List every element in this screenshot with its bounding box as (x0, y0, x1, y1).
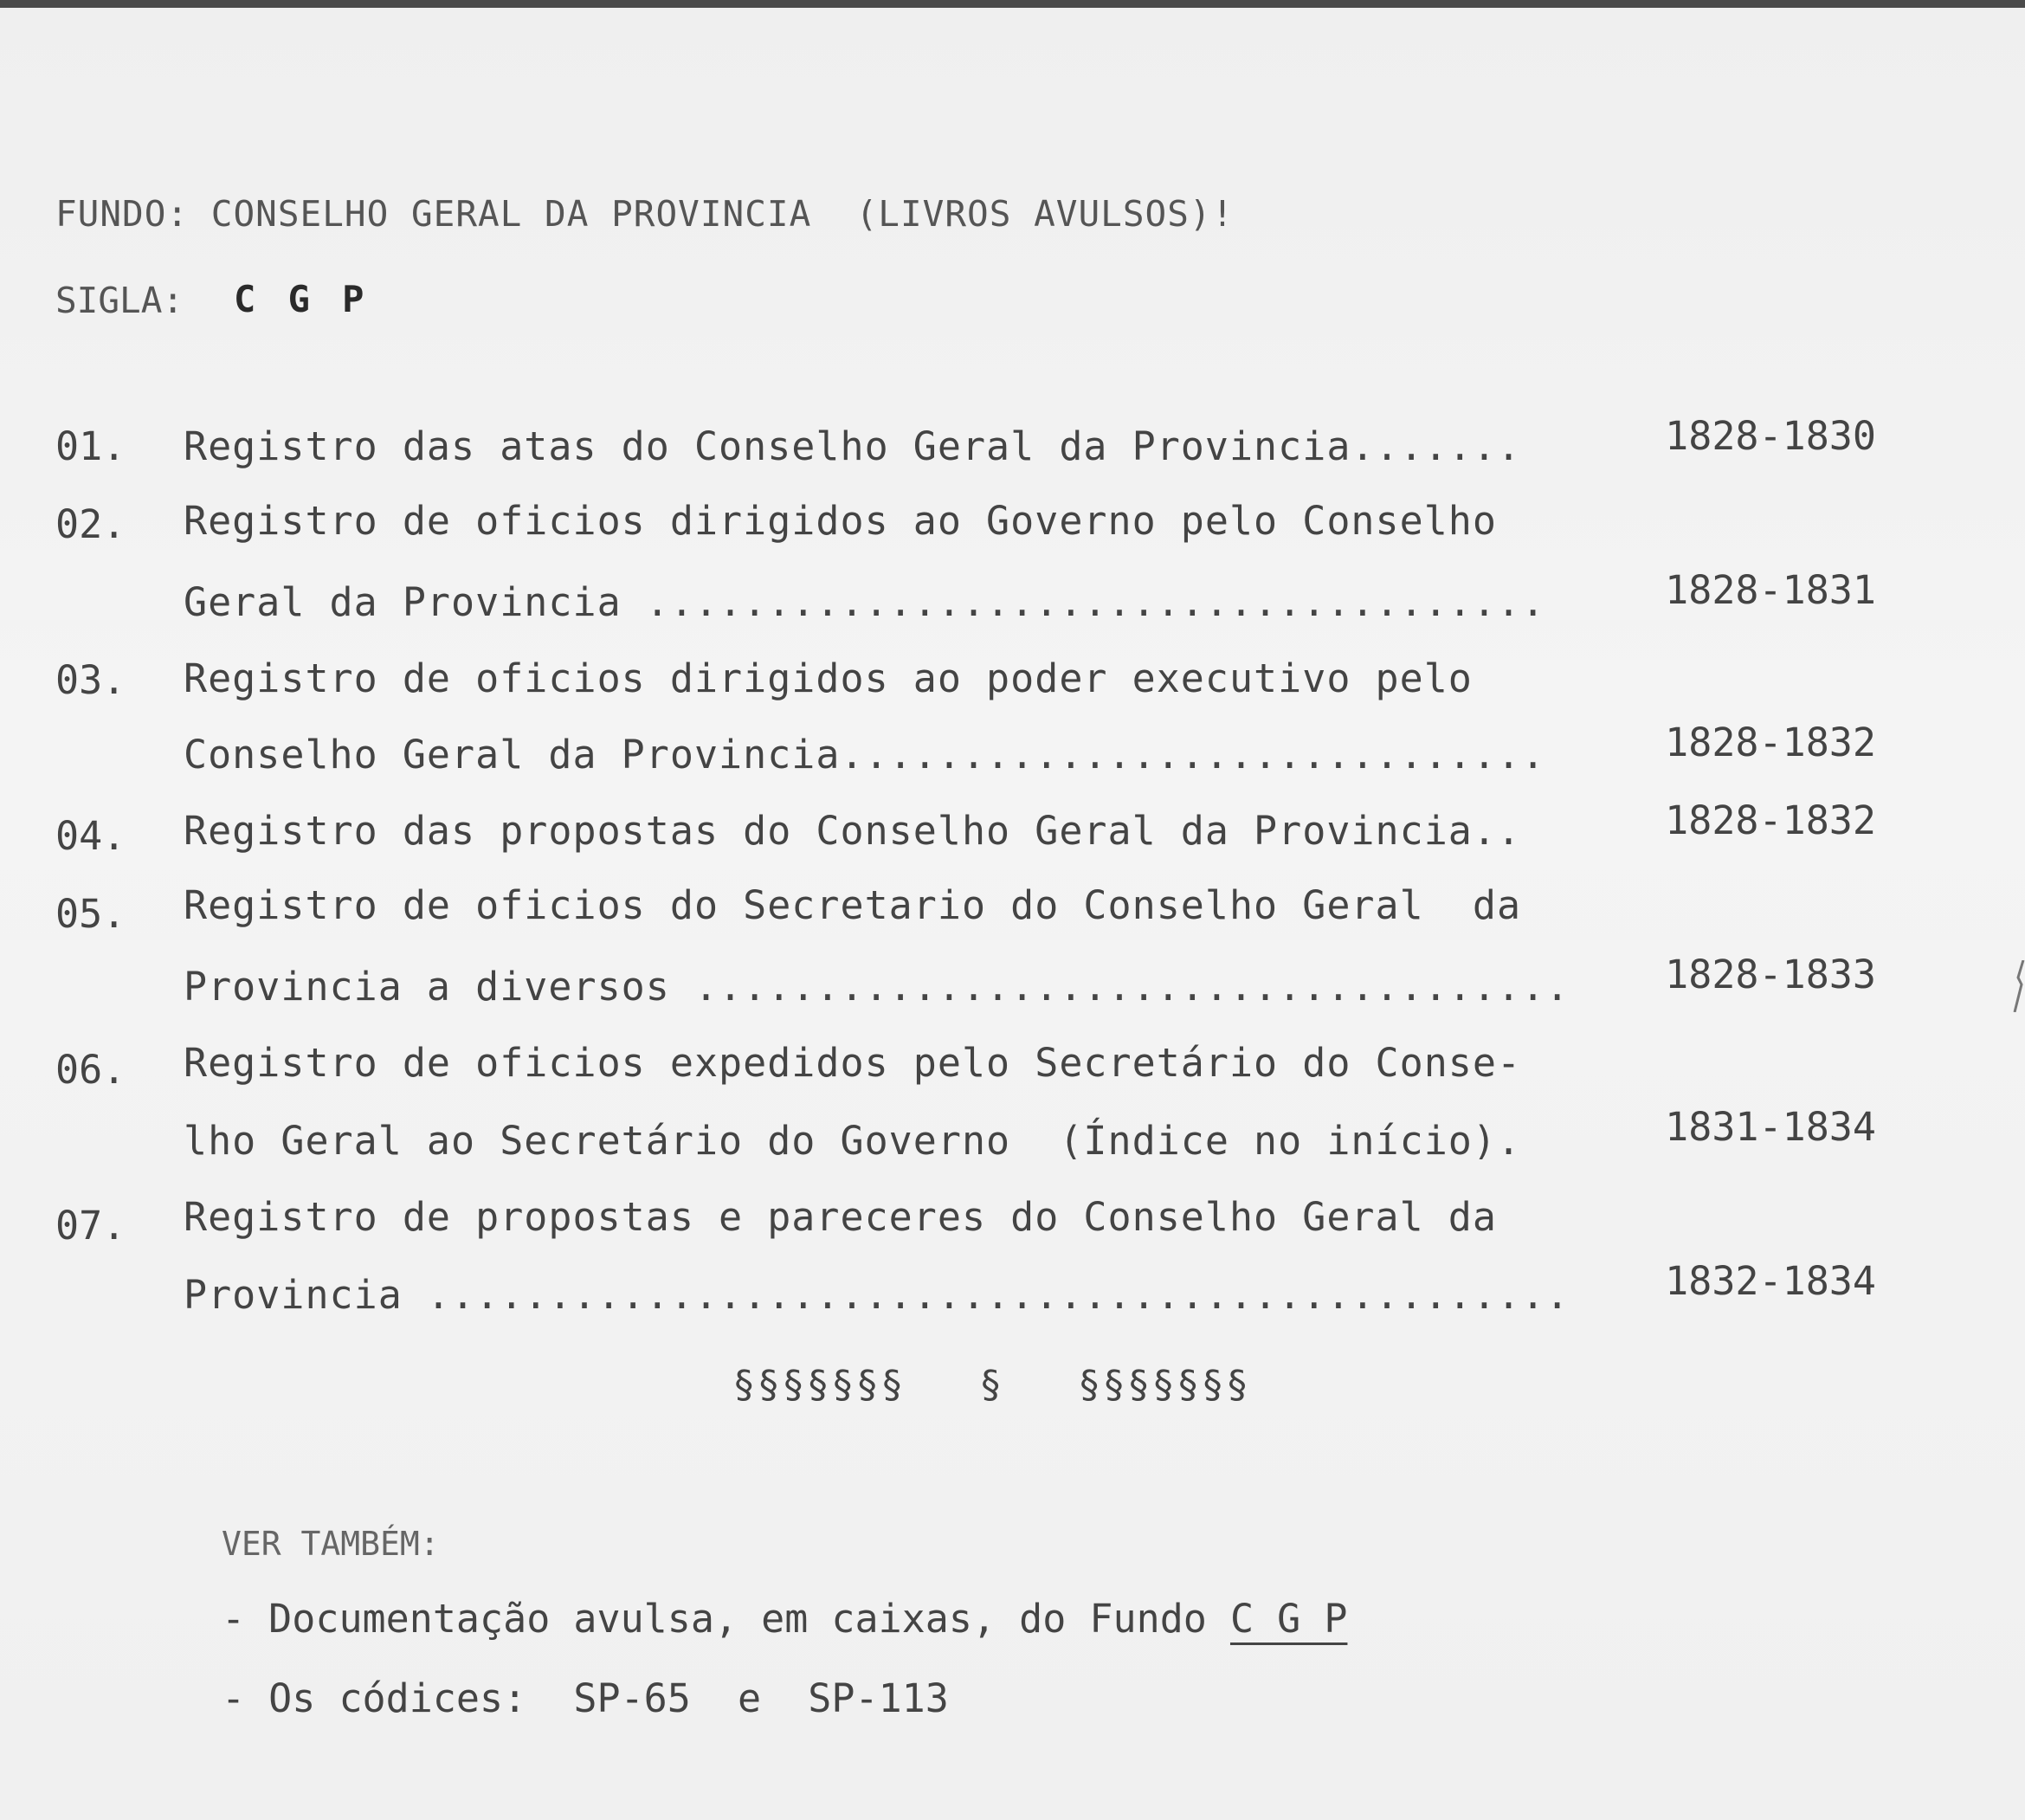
entry-text: Registro das atas do Conselho Geral da Provincia....... (184, 423, 1522, 469)
sigla-value: C G P (234, 278, 370, 320)
entry-text: Provincia a diversos .................................... (184, 964, 1570, 1010)
see-also-item: - Os códices: SP-65 e SP-113 (222, 1675, 949, 1721)
entry-dates: 1828-1832 (1665, 797, 1876, 843)
entry-text: Conselho Geral da Provincia............................. (184, 732, 1546, 778)
entry-dates: 1832-1834 (1665, 1258, 1876, 1304)
fund-title: FUNDO: CONSELHO GERAL DA PROVINCIA (LIVROS AVULSOS)! (55, 193, 1235, 235)
entry-number: 02. (55, 501, 126, 547)
see-also-item-text: - Documentação avulsa, em caixas, do Fundo (222, 1596, 1230, 1642)
entry-dates: 1828-1830 (1665, 413, 1876, 459)
entry-dates: 1828-1831 (1665, 567, 1876, 613)
entry-dates: 1831-1834 (1665, 1104, 1876, 1150)
entry-text: Registro de oficios do Secretario do Conselho Geral da (184, 882, 1522, 928)
entry-dates: 1828-1832 (1665, 720, 1876, 765)
entry-number: 01. (55, 423, 126, 469)
entry-number: 07. (55, 1203, 126, 1249)
entry-number: 03. (55, 657, 126, 703)
entry-dates: 1828-1833 (1665, 952, 1876, 997)
entry-text: Registro de oficios dirigidos ao poder executivo pelo (184, 655, 1473, 701)
entry-text: Registro das propostas do Conselho Geral da Provincia.. (184, 808, 1522, 854)
fund-reference: C G P (1229, 1596, 1348, 1642)
see-also-item (222, 1596, 1347, 1642)
entry-text: Registro de oficios expedidos pelo Secretário do Conse- (184, 1040, 1522, 1086)
section-divider: §§§§§§§ § §§§§§§§ (732, 1363, 1251, 1407)
entry-number: 05. (55, 891, 126, 937)
entry-text: Provincia ............................................... (184, 1272, 1570, 1318)
entry-text: Registro de oficios dirigidos ao Governo pelo Conselho (184, 498, 1497, 544)
entry-text: Registro de propostas e pareceres do Conselho Geral da (184, 1194, 1497, 1240)
entry-text: lho Geral ao Secretário do Governo (Índice no início). (184, 1118, 1522, 1164)
see-also-title: VER TAMBÉM: (222, 1525, 440, 1563)
entry-text: Geral da Provincia ..................................... (184, 579, 1546, 625)
sigla-label: SIGLA: (55, 280, 184, 321)
entry-number: 06. (55, 1047, 126, 1093)
paper-tear-mark (2011, 960, 2025, 1012)
entry-number: 04. (55, 813, 126, 859)
